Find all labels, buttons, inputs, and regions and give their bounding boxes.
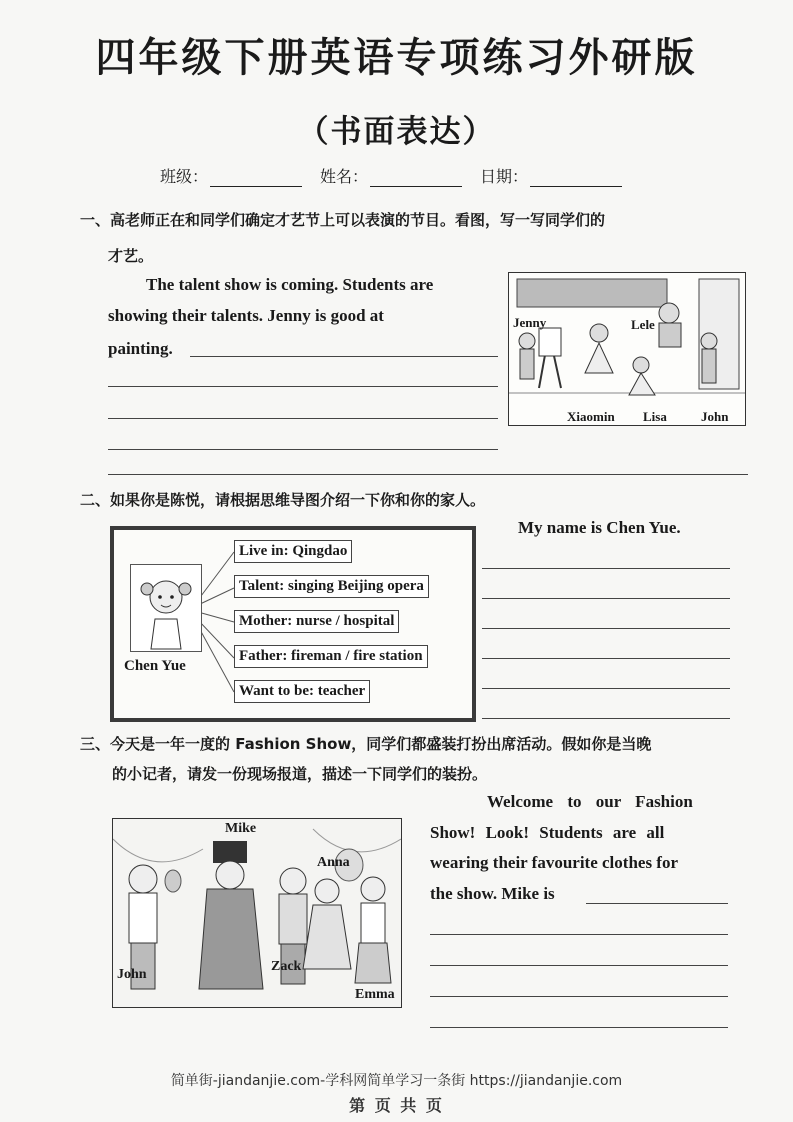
anna-label: Anna [317,855,350,870]
mike-label: Mike [225,821,257,836]
girl-icon [131,565,201,651]
answer-line[interactable] [108,474,748,475]
section1-heading-line2: 才艺。 [108,247,154,265]
talent-show-picture [508,272,746,426]
date-blank[interactable] [530,168,622,187]
answer-line[interactable] [108,386,498,387]
name-field [320,164,462,187]
section2-heading: 二、如果你是陈悦，请根据思维导图介绍一下你和你的家人。 [80,491,486,509]
mindmap-item: Want to be: teacher [234,680,370,703]
answer-line[interactable] [482,658,730,659]
mindmap-item: Live in: Qingdao [234,540,352,563]
fashion-show-picture [112,818,402,1008]
section3-text-line1: Welcome to our Fashion [487,792,693,811]
section2-intro: My name is Chen Yue. [518,518,681,537]
section1-text-line2: showing their talents. Jenny is good at [108,306,384,325]
date-field [480,164,622,187]
answer-line[interactable] [430,996,728,997]
name-blank[interactable] [370,168,462,187]
answer-line[interactable] [430,934,728,935]
answer-line[interactable] [586,903,728,904]
section3-heading-line2: 的小记者，请发一份现场报道，描述一下同学们的装扮。 [112,765,488,783]
page-title: 四年级下册英语专项练习外研版 [95,35,698,81]
zack-label: Zack [271,959,302,974]
answer-line[interactable] [482,598,730,599]
answer-line[interactable] [430,965,728,966]
fashion-show-illustration [113,819,401,1007]
name-label: 姓名： [320,167,369,186]
mindmap-item: Father: fireman / fire station [234,645,428,668]
section3-heading-line1: 三、今天是一年一度的 Fashion Show，同学们都盛装打扮出席活动。假如你是当晚 [80,735,652,753]
answer-line[interactable] [482,718,730,719]
john-label: John [117,967,147,982]
answer-line[interactable] [108,418,498,419]
answer-line[interactable] [482,568,730,569]
section1-text-line1: The talent show is coming. Students are [146,275,434,294]
answer-line[interactable] [190,356,498,357]
section3-text-line4: the show. Mike is [430,884,555,903]
answer-line[interactable] [108,449,498,450]
lisa-label: Lisa [643,409,667,424]
section1-text-line3: painting. [108,339,173,358]
xiaomin-label: Xiaomin [567,409,615,424]
chen-yue-label: Chen Yue [124,658,186,674]
class-field [160,164,302,187]
john-label: John [701,409,729,424]
mindmap-frame [110,526,476,722]
answer-line[interactable] [482,688,730,689]
lele-label: Lele [631,317,655,332]
source-footer: 简单街-jiandanjie.com-学科网简单学习一条街 https://jiandanjie.com [170,1073,623,1089]
mindmap-item: Talent: singing Beijing opera [234,575,429,598]
answer-line[interactable] [482,628,730,629]
jenny-label: Jenny [513,315,547,330]
talent-show-illustration [509,273,745,425]
section3-text-line2: Show! Look! Students are all [430,823,665,842]
date-label: 日期： [480,167,529,186]
mindmap-item: Mother: nurse / hospital [234,610,399,633]
info-line [160,164,632,187]
answer-line[interactable] [430,1027,728,1028]
chen-yue-portrait [130,564,202,652]
section3-text-line3: wearing their favourite clothes for [430,853,679,872]
section1-heading-line1: 一、高老师正在和同学们确定才艺节上可以表演的节目。看图，写一写同学们的 [80,211,606,229]
class-blank[interactable] [210,168,302,187]
page-subtitle: （书面表达） [297,114,496,150]
page-number: 第 页 共 页 [349,1096,444,1115]
class-label: 班级： [160,167,209,186]
emma-label: Emma [355,987,395,1002]
